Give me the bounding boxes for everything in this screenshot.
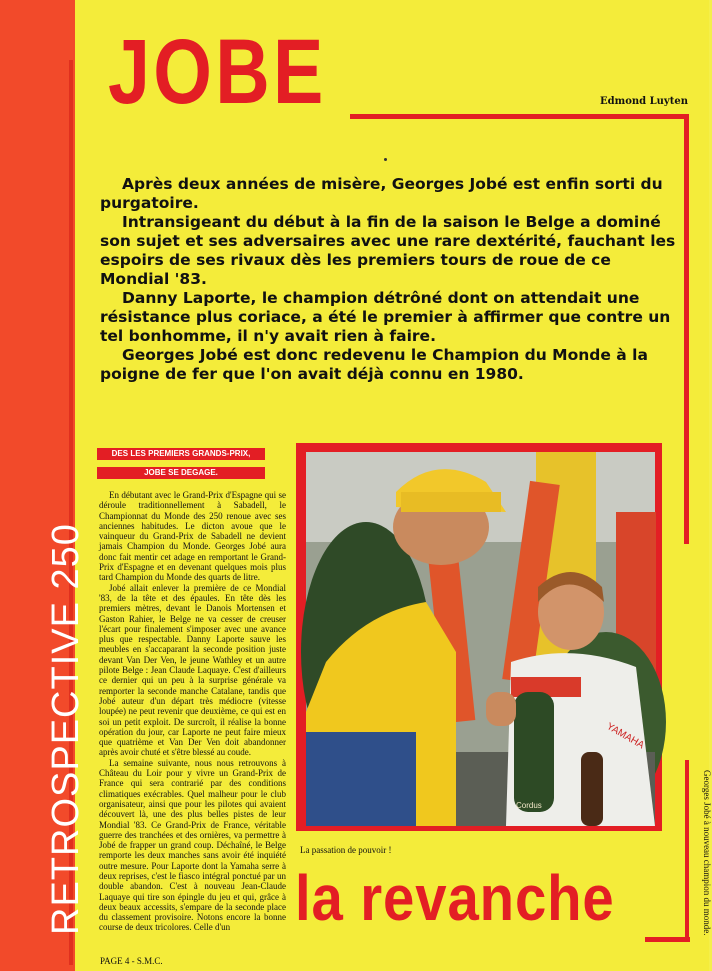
photo-caption: La passation de pouvoir !	[300, 845, 392, 855]
jersey-brand-text: YAMAHA	[604, 721, 646, 752]
podium-illustration	[306, 452, 655, 826]
article-author: Edmond Luyten	[600, 96, 688, 107]
section-label-container	[4, 523, 87, 965]
intro-paragraph: Georges Jobé est donc redevenu le Champion du Monde à la poigne de fer que l'on avait déjà connu en 1980.	[100, 346, 648, 383]
intro-paragraph: Après deux années de misère, Georges Jobé est enfin sorti du purgatoire.	[100, 175, 663, 212]
article-title: JOBE	[108, 21, 327, 123]
body-paragraph: Jobé allait enlever la première de ce Mondial '83, de la tête et des épaules. En tête dès les premiers mètres, devant le Danois Mortensen et Gaston Rahier, le Belge ne va cesser de creuser l'écart pour finalement s'imposer avec une avance plus que respectable. Danny Laporte sauve les meubles en s'accaparant la seconde position juste devant Van Der Ven, le jeune Wathley et un autre pilote Belge : Jean Claude Laquaye. C'est d'ailleurs ce dernier qui un peu à la surprise générale va remporter la seconde manche Catalane, tandis que Jobé auteur d'un départ très médiocre (vitesse loupée) ne peut revenir que deuxième, ce qui est en soi un petit exploit. De surcroît, il réalise la bonne opération du jour, car Laporte ne peut faire mieux que quatrième et Van Der Ven doit abandonner après avoir chuté et s'être blessé au coude.	[99, 582, 286, 758]
page-footer: PAGE 4 - S.M.C.	[100, 956, 163, 966]
section-label: RETROSPECTIVE 250	[45, 523, 87, 935]
right-rule-lower	[685, 760, 689, 940]
body-paragraph: En débutant avec le Grand-Prix d'Espagne qui se déroule traditionnellement à Sabadell, le Championnat du Monde des 250 renoue avec ses anciennes habitudes. Le dicton avoue que le vainqueur du Grand-Prix de Sabadell ne devient jamais Champion du Monde. Georges Jobé aura donc fait mentir cet adage en remportant le Grand-Prix d'Espagne et en devenant quelques mois plus tard Champion du Monde des quarts de litre.	[99, 490, 286, 583]
subhead-2: JOBE SE DEGAGE.	[97, 467, 265, 479]
bottom-rule	[645, 937, 690, 942]
article-body	[99, 490, 286, 956]
speck	[384, 158, 387, 161]
intro-paragraph: Intransigeant du début à la fin de la saison le Belge a dominé son sujet et ses adversaires avec une rare dextérité, fauchant les espoirs de ses rivaux dès les premiers tours de roue de ce Mondial '83.	[100, 213, 676, 288]
article-intro	[100, 175, 678, 384]
intro-paragraph: Danny Laporte, le champion détrôné dont on attendait une résistance plus coriace, a été le premier à affirmer que contre un tel bonhomme, il n'y avait rien à faire.	[100, 289, 671, 345]
podium-photo	[306, 452, 655, 826]
bottom-headline: la revanche	[295, 862, 615, 934]
photo-side-caption-container	[700, 770, 712, 940]
body-paragraph: La semaine suivante, nous nous retrouvons à Château du Loir pour y vivre un Grand-Prix de France qui sera contrarié par des conditions climatiques exécrables. Quel malheur pour le club organisateur, ainsi que pour les pilotes qui avaient découvert là, une des plus belles pistes de leur Mondial '83. Ce Grand-Prix de France, véritable guerre des tranchées et des ornières, va permettre à Jobé de frapper un grand coup. Déchaîné, le Belge remporte les deux manches sans avoir été inquiété outre mesure. Pour Laporte dont la Yamaha serre à deux reprises, c'est le fiasco intégral ponctué par un double abandon. C'est à nouveau Jean-Claude Laquaye qui tire son épingle du jeu et qui, grâce à deux beaux accessits, s'empare de la seconde place du classement provisoire. Notons encore la bonne course de deux tricolores. Celle d'un	[99, 757, 286, 933]
right-rule	[684, 114, 689, 544]
photo-side-caption: Georges Jobé à nouveau champion du monde.	[702, 770, 712, 936]
subhead-1: DES LES PREMIERS GRANDS-PRIX,	[97, 448, 265, 460]
bottle-label-text: Cordus	[516, 801, 542, 810]
top-rule	[350, 114, 688, 119]
